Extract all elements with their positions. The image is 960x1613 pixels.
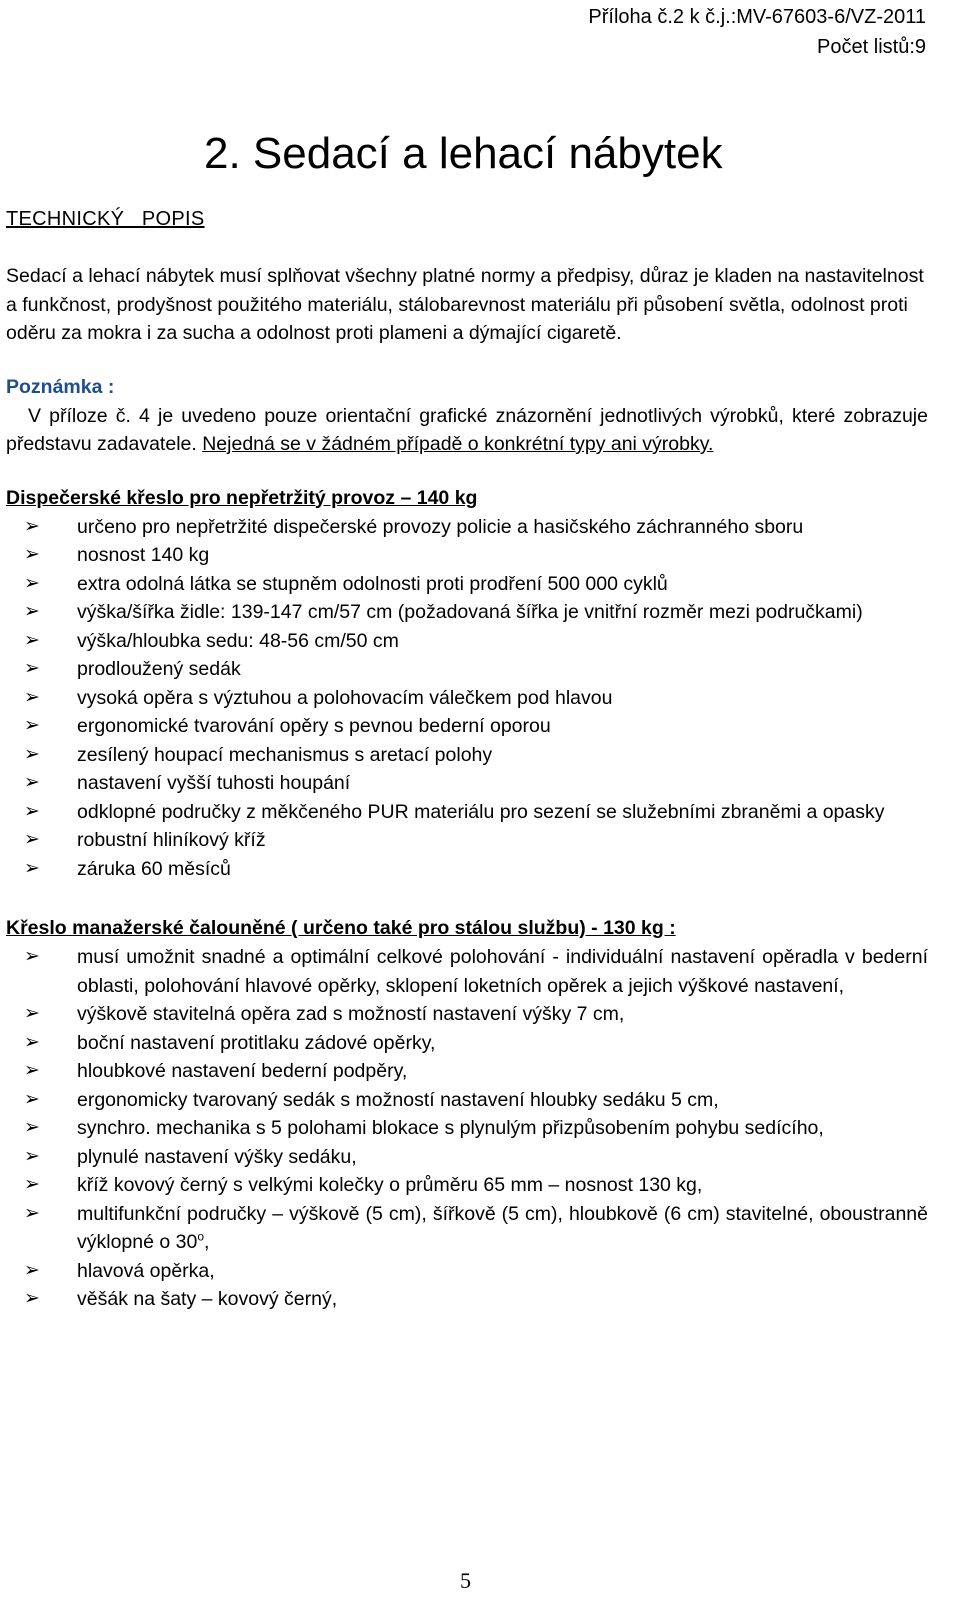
arrow-bullet-icon: ➢	[24, 1060, 40, 1081]
arrow-bullet-icon: ➢	[24, 772, 40, 793]
list-item	[6, 769, 928, 798]
list-item-text: vysoká opěra s výztuhou a polohovacím válečkem pod hlavou	[77, 686, 613, 709]
arrow-bullet-icon: ➢	[24, 1288, 40, 1309]
list-item-text: ergonomicky tvarovaný sedák s možností nastavení hloubky sedáku 5 cm,	[77, 1088, 719, 1111]
arrow-bullet-icon: ➢	[24, 1145, 40, 1167]
list-item-text: zesílený houpací mechanismus s aretací polohy	[77, 743, 493, 766]
arrow-bullet-icon: ➢	[24, 1031, 40, 1053]
note-paragraph	[6, 402, 928, 459]
list-item-text: nosnost 140 kg	[77, 544, 210, 566]
list-item-text: extra odolná látka se stupněm odolnosti proti prodření 500 000 cyklů	[77, 572, 668, 595]
arrow-bullet-icon: ➢	[24, 572, 40, 594]
arrow-bullet-icon: ➢	[24, 544, 40, 565]
degree-superscript: o	[197, 1229, 205, 1244]
list-item	[6, 943, 928, 1000]
list-item-text: hloubkové nastavení bederní podpěry,	[77, 1060, 408, 1082]
list-item	[6, 655, 928, 684]
arrow-bullet-icon: ➢	[24, 800, 40, 822]
arrow-bullet-icon: ➢	[24, 857, 40, 879]
list-item	[6, 1000, 928, 1029]
arrow-bullet-icon: ➢	[24, 946, 40, 967]
technical-description-label: TECHNICKÝ POPIS	[6, 208, 205, 230]
list-item-text: plynulé nastavení výšky sedáku,	[77, 1145, 357, 1168]
page-number: 5	[460, 1568, 471, 1593]
list-item	[6, 570, 928, 599]
arrow-bullet-icon: ➢	[24, 715, 40, 736]
reference-number: Příloha č.2 k č.j.:MV-67603-6/VZ-2011	[588, 6, 926, 28]
list-item	[6, 684, 928, 713]
list-item-text: robustní hliníkový kříž	[77, 829, 266, 851]
list-item-text: výškově stavitelná opěra zad s možností nastavení výšky 7 cm,	[77, 1003, 625, 1025]
arrow-bullet-icon: ➢	[24, 1202, 40, 1224]
section-title-manager-chair: Křeslo manažerské čalouněné ( určeno také pro stálou službu) - 130 kg :	[6, 917, 676, 939]
list-item	[6, 1143, 928, 1172]
list-item	[6, 1200, 928, 1257]
arrow-bullet-icon: ➢	[24, 658, 40, 679]
list-item	[6, 513, 928, 542]
list-item-text: hlavová opěrka,	[77, 1259, 215, 1282]
document-title: 2. Sedací a lehací nábytek	[204, 129, 723, 178]
list-item	[6, 1057, 928, 1086]
manager-chair-list	[6, 943, 928, 1314]
list-item	[6, 826, 928, 855]
list-item-text: musí umožnit snadné a optimální celkové polohování - individuální nastavení opěradla v bederní oblasti, polohování hlavové opěrky, sklopení loketních opěrek a jejich výškové nastavení,	[77, 946, 928, 997]
list-item-text: kříž kovový černý s velkými kolečky o průměru 65 mm – nosnost 130 kg,	[77, 1174, 703, 1196]
list-item	[6, 1171, 928, 1200]
arrow-bullet-icon: ➢	[24, 686, 40, 708]
list-item-text: prodloužený sedák	[77, 658, 241, 680]
note-label: Poznámka :	[6, 375, 115, 398]
arrow-bullet-icon: ➢	[24, 1088, 40, 1110]
list-item	[6, 855, 928, 884]
list-item	[6, 712, 928, 741]
list-item	[6, 1029, 928, 1058]
list-item	[6, 1086, 928, 1115]
arrow-bullet-icon: ➢	[24, 829, 40, 850]
list-item-text: určeno pro nepřetržité dispečerské provozy policie a hasičského záchranného sboru	[77, 515, 804, 538]
list-item-text: boční nastavení protitlaku zádové opěrky,	[77, 1031, 436, 1054]
arrow-bullet-icon: ➢	[24, 1117, 40, 1138]
list-item	[6, 627, 928, 656]
arrow-bullet-icon: ➢	[24, 1003, 40, 1024]
page-count: Počet listů:9	[817, 36, 926, 58]
dispatch-chair-list	[6, 513, 928, 884]
arrow-bullet-icon: ➢	[24, 1259, 40, 1281]
list-item-text: odklopné područky z měkčeného PUR materiálu pro sezení se služebními zbraněmi a opasky	[77, 800, 885, 823]
list-item-text: záruka 60 měsíců	[77, 857, 231, 880]
list-item-text: nastavení vyšší tuhosti houpání	[77, 772, 351, 794]
list-item-text: výška/hloubka sedu: 48-56 cm/50 cm	[77, 629, 399, 652]
list-item	[6, 1114, 928, 1143]
intro-paragraph: Sedací a lehací nábytek musí splňovat všechny platné normy a předpisy, důraz je kladen na nastavitelnost a funkčnost, prodyšnost použitého materiálu, stálobarevnost materiálu při působení světla, odolnost proti oděru za mokra i za sucha a odolnost proti plameni a dýmající cigaretě.	[6, 265, 924, 344]
list-item	[6, 741, 928, 770]
note-disclaimer: Nejedná se v žádném případě o konkrétní typy ani výrobky.	[202, 433, 714, 455]
list-item-text: ergonomické tvarování opěry s pevnou bederní oporou	[77, 715, 551, 737]
list-item	[6, 1257, 928, 1286]
list-item-text: synchro. mechanika s 5 polohami blokace s plynulým přizpůsobením pohybu sedícího,	[77, 1117, 824, 1139]
document-body	[6, 262, 928, 1314]
note-text: V příloze č. 4 je uvedeno pouze orientační grafické znázornění jednotlivých výrobků, které zobrazuje představu zadavatele.	[6, 404, 928, 455]
list-item	[6, 598, 928, 627]
list-item	[6, 1285, 928, 1314]
degree-suffix: ,	[204, 1231, 210, 1253]
arrow-bullet-icon: ➢	[24, 1174, 40, 1195]
arrow-bullet-icon: ➢	[24, 629, 40, 651]
arrow-bullet-icon: ➢	[24, 515, 40, 537]
list-item-text: věšák na šaty – kovový černý,	[77, 1288, 338, 1310]
list-item	[6, 541, 928, 570]
list-item-text: výška/šířka židle: 139-147 cm/57 cm (požadovaná šířka je vnitřní rozměr mezi područkami)	[77, 601, 863, 623]
list-item	[6, 798, 928, 827]
arrow-bullet-icon: ➢	[24, 601, 40, 622]
arrow-bullet-icon: ➢	[24, 743, 40, 765]
list-item-text: multifunkční područky – výškově (5 cm), šířkově (5 cm), hloubkově (6 cm) stavitelné, oboustranně výklopné o 30	[77, 1202, 928, 1253]
section-title-dispatch-chair: Dispečerské křeslo pro nepřetržitý provoz – 140 kg	[6, 486, 478, 509]
document-header	[588, 2, 926, 62]
